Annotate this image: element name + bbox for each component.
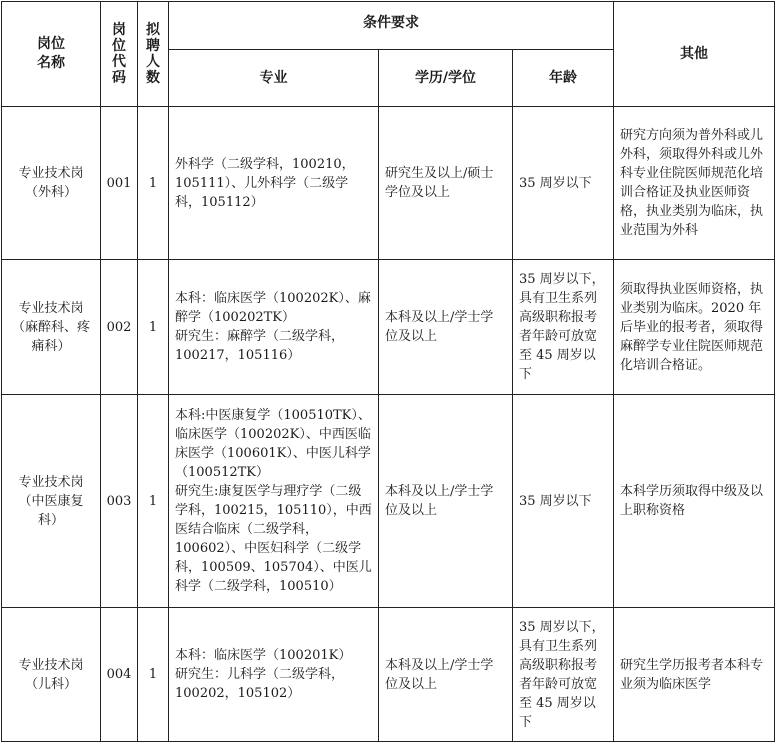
education-requirement: 本科及以上/学士学位及以上 [379,608,513,742]
other-requirement: 研究生学历报考者本科专业须为临床医学 [614,608,775,742]
table-row [2,395,775,608]
education-requirement: 本科及以上/学士学位及以上 [379,395,513,608]
other-requirement: 本科学历须取得中级及以上职称资格 [614,395,775,608]
table-row [2,608,775,742]
education-requirement: 研究生及以上/硕士学位及以上 [379,107,513,260]
header-other: 其他 [614,2,775,107]
position-name: 专业技术岗 （麻醉科、疼 痛科） [2,260,101,395]
position-name: 专业技术岗 （儿科） [2,608,101,742]
table-row [2,107,775,260]
major-requirement: 本科：临床医学（100202K）、麻醉学（100202TK） 研究生：麻醉学（二级学科，100217，105116） [169,260,379,395]
position-code: 001 [101,107,138,260]
header-age: 年龄 [513,50,614,107]
major-requirement: 外科学（二级学科，100210，105111）、儿外科学（二级学科，105112） [169,107,379,260]
header-education: 学历/学位 [379,50,513,107]
header-row-1 [2,2,775,50]
other-requirement: 研究方向须为普外科或儿外科，须取得外科或儿外科专业住院医师规范化培训合格证及执业医师资格，执业类别为临床，执业范围为外科 [614,107,775,260]
age-requirement: 35 周岁以下 [513,395,614,608]
table-row [2,260,775,395]
other-requirement: 须取得执业医师资格，执业类别为临床。2020 年后毕业的报考者，须取得麻醉学专业住院医师规范化培训合格证。 [614,260,775,395]
major-requirement: 本科：临床医学（100201K） 研究生：儿科学（二级学科，100202，105102） [169,608,379,742]
age-requirement: 35 周岁以下，具有卫生系列高级职称报考者年龄可放宽至 45 周岁以下 [513,260,614,395]
header-hire-count: 拟 聘 人 数 [138,2,169,107]
major-requirement: 本科:中医康复学（100510TK）、临床医学（100202K）、中西医临床医学（100601K）、中医儿科学（100512TK） 研究生:康复医学与理疗学（二级学科，100215，105110），中西医结合临床（二级学科，100602）、中医妇科学（二级学科，100509、105704）、中医儿科学（二级学科，100510） [169,395,379,608]
header-conditions: 条件要求 [169,2,614,50]
education-requirement: 本科及以上/学士学位及以上 [379,260,513,395]
age-requirement: 35 周岁以下 [513,107,614,260]
position-name: 专业技术岗 （中医康复 科） [2,395,101,608]
hire-count: 1 [138,107,169,260]
position-code: 003 [101,395,138,608]
position-code: 002 [101,260,138,395]
header-position-code: 岗 位 代 码 [101,2,138,107]
header-position-name: 岗位 名称 [2,2,101,107]
hire-count: 1 [138,260,169,395]
header-major: 专业 [169,50,379,107]
age-requirement: 35 周岁以下，具有卫生系列高级职称报考者年龄可放宽至 45 周岁以下 [513,608,614,742]
hire-count: 1 [138,608,169,742]
position-name: 专业技术岗 （外科） [2,107,101,260]
hire-count: 1 [138,395,169,608]
recruitment-table [1,1,775,742]
position-code: 004 [101,608,138,742]
